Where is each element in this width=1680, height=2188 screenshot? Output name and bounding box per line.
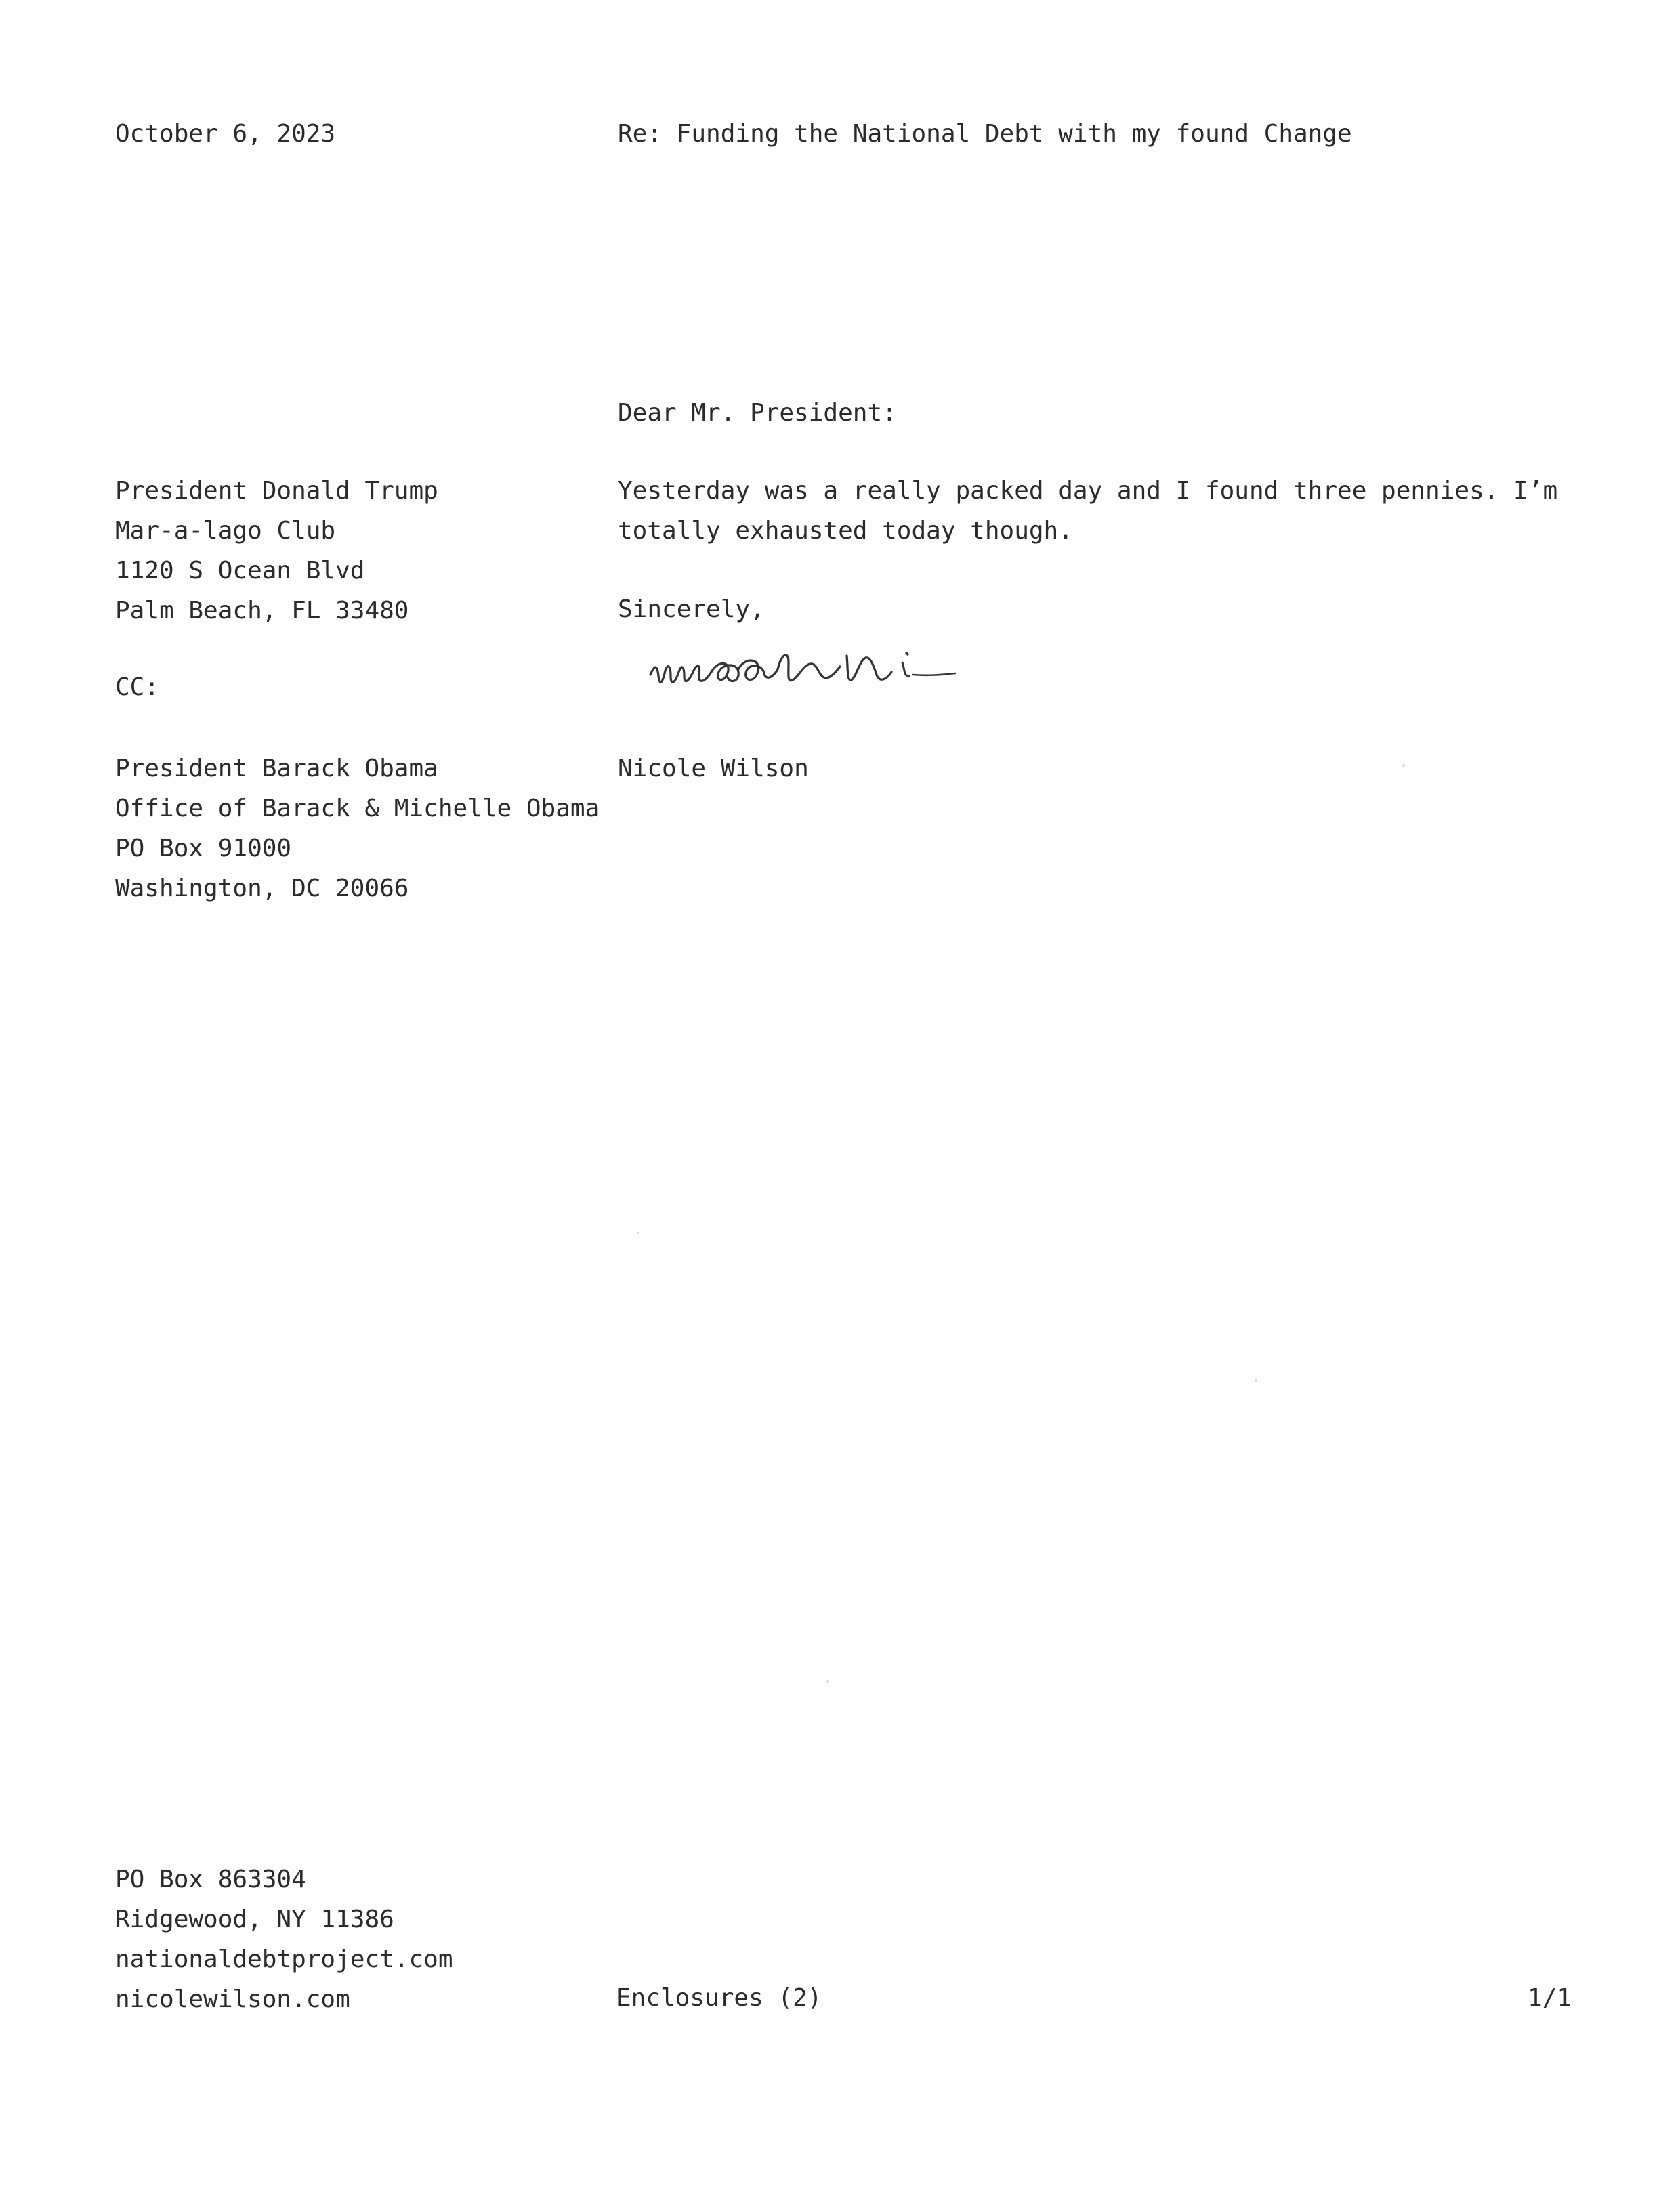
scan-speck (1402, 764, 1405, 767)
closing: Sincerely, (618, 595, 765, 623)
recipient-line: President Donald Trump (115, 477, 438, 505)
sender-address (115, 1859, 453, 2019)
recipient-address (115, 471, 438, 631)
signer-name: Nicole Wilson (618, 755, 809, 782)
salutation: Dear Mr. President: (618, 399, 897, 427)
sender-line: nicolewilson.com (115, 1985, 350, 2013)
cc-line: PO Box 91000 (115, 835, 292, 862)
recipient-line: Mar-a-lago Club (115, 517, 336, 545)
body-line: Yesterday was a really packed day and I found three pennies. I’m (618, 477, 1558, 505)
enclosures-note: Enclosures (2) (616, 1984, 822, 2012)
recipient-line: 1120 S Ocean Blvd (115, 557, 365, 585)
letter-date: October 6, 2023 (115, 120, 336, 148)
letter-subject: Re: Funding the National Debt with my found Change (618, 120, 1352, 148)
cc-label: CC: (115, 673, 160, 701)
sender-line: Ridgewood, NY 11386 (115, 1906, 394, 1933)
signature-scribble (644, 635, 962, 710)
page-number: 1/1 (1528, 1984, 1572, 2012)
letter-body (618, 471, 1557, 551)
cc-line: President Barack Obama (115, 755, 438, 782)
scan-speck (826, 1680, 829, 1683)
recipient-line: Palm Beach, FL 33480 (115, 597, 409, 625)
cc-line: Office of Barack & Michelle Obama (115, 795, 600, 822)
cc-address (115, 749, 600, 908)
handwritten-signature (644, 635, 962, 710)
body-line: totally exhausted today though. (618, 517, 1073, 545)
sender-line: PO Box 863304 (115, 1866, 306, 1893)
cc-line: Washington, DC 20066 (115, 875, 409, 902)
scan-speck (1255, 1379, 1257, 1382)
sender-line: nationaldebtproject.com (115, 1945, 453, 1973)
scan-speck (637, 1232, 639, 1234)
